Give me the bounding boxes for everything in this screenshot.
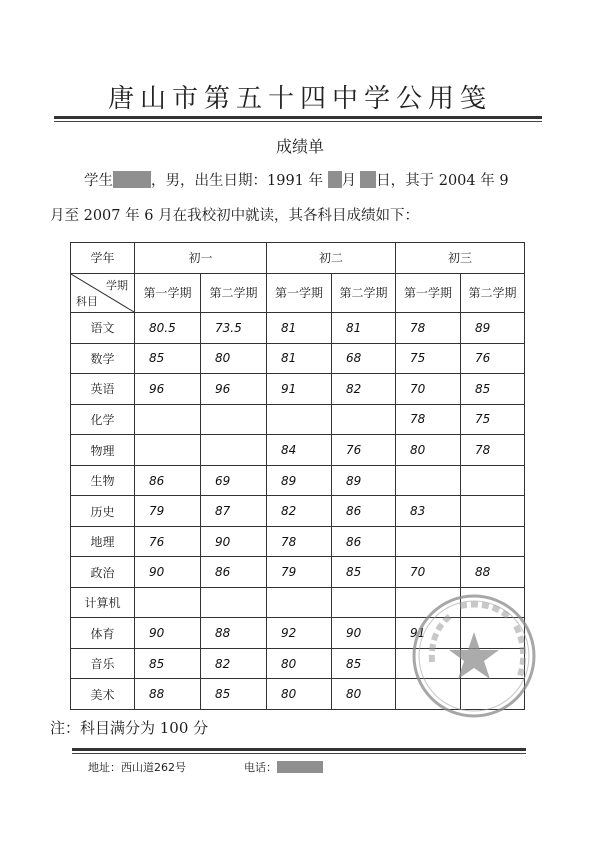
score-cell: 79 — [267, 557, 332, 588]
subject-label: 数学 — [71, 343, 135, 374]
subject-row — [71, 404, 525, 435]
score-cell: 85 — [135, 648, 201, 679]
score-cell — [396, 465, 461, 496]
redacted-month — [328, 171, 342, 188]
score-cell: 78 — [461, 435, 525, 466]
score-cell — [201, 435, 267, 466]
score-cell: 89 — [332, 465, 396, 496]
score-cell: 76 — [461, 343, 525, 374]
term-header: 第二学期 — [461, 273, 525, 313]
score-cell: 80 — [267, 679, 332, 710]
score-cell — [461, 496, 525, 527]
footer-rule-thin — [72, 753, 526, 754]
corner-subject-label: 科目 — [76, 294, 98, 308]
score-cell: 81 — [332, 313, 396, 344]
subject-row — [71, 557, 525, 588]
score-cell: 85 — [201, 679, 267, 710]
corner-year-label: 学年 — [71, 243, 135, 274]
subject-row — [71, 496, 525, 527]
score-cell — [135, 404, 201, 435]
score-cell: 85 — [332, 648, 396, 679]
subject-label: 政治 — [71, 557, 135, 588]
year-header-2: 初二 — [267, 243, 396, 274]
score-cell: 86 — [332, 526, 396, 557]
score-cell: 81 — [267, 313, 332, 344]
subject-row — [71, 465, 525, 496]
score-cell — [135, 435, 201, 466]
intro-text-3: 月 — [341, 173, 357, 189]
score-cell — [201, 404, 267, 435]
intro-text-4: 日，其于 2004 年 9 — [376, 173, 509, 189]
intro-paragraph — [84, 166, 544, 197]
score-cell: 96 — [135, 374, 201, 405]
score-cell: 78 — [267, 526, 332, 557]
score-cell: 90 — [135, 557, 201, 588]
score-cell: 79 — [135, 496, 201, 527]
score-cell — [135, 587, 201, 618]
score-cell: 81 — [267, 343, 332, 374]
score-cell — [332, 587, 396, 618]
score-cell: 80.5 — [135, 313, 201, 344]
corner-term-label: 学期 — [106, 278, 128, 292]
score-cell: 87 — [201, 496, 267, 527]
score-cell: 75 — [396, 343, 461, 374]
subject-label: 语文 — [71, 313, 135, 344]
score-cell — [267, 587, 332, 618]
score-cell: 85 — [332, 557, 396, 588]
score-cell: 86 — [135, 465, 201, 496]
subject-label: 计算机 — [71, 587, 135, 618]
score-cell: 89 — [267, 465, 332, 496]
score-cell: 75 — [461, 404, 525, 435]
score-cell: 88 — [201, 618, 267, 649]
subject-label: 音乐 — [71, 648, 135, 679]
subject-label: 英语 — [71, 374, 135, 405]
footer-rule-thick — [72, 748, 526, 751]
score-cell: 82 — [332, 374, 396, 405]
subject-label: 地理 — [71, 526, 135, 557]
subject-label: 历史 — [71, 496, 135, 527]
subject-label: 体育 — [71, 618, 135, 649]
subject-label: 美术 — [71, 679, 135, 710]
score-cell: 80 — [332, 679, 396, 710]
score-cell: 86 — [332, 496, 396, 527]
score-cell: 69 — [201, 465, 267, 496]
redacted-day — [360, 171, 376, 188]
score-cell: 80 — [267, 648, 332, 679]
year-header-row — [71, 243, 525, 274]
subject-row — [71, 313, 525, 344]
footer-phone — [244, 759, 323, 775]
letterhead-title: 唐山市第五十四中学公用笺 — [107, 84, 492, 114]
score-cell: 90 — [201, 526, 267, 557]
score-cell: 85 — [461, 374, 525, 405]
footer-phone-label: 电话： — [244, 761, 277, 774]
score-cell: 80 — [396, 435, 461, 466]
score-cell: 88 — [461, 557, 525, 588]
score-cell: 68 — [332, 343, 396, 374]
score-cell: 89 — [461, 313, 525, 344]
score-cell: 83 — [396, 496, 461, 527]
score-cell: 96 — [201, 374, 267, 405]
term-header: 第二学期 — [332, 273, 396, 313]
score-cell: 78 — [396, 313, 461, 344]
score-cell: 70 — [396, 374, 461, 405]
intro-text-2: ，男，出生日期：1991 年 — [151, 173, 324, 189]
score-cell: 80 — [201, 343, 267, 374]
score-cell: 86 — [201, 557, 267, 588]
intro-text-1: 学生 — [84, 173, 113, 189]
intro-line-2: 月至 2007 年 6 月在我校初中就读，其各科目成绩如下： — [50, 208, 420, 224]
term-header: 第二学期 — [201, 273, 267, 313]
term-header: 第一学期 — [396, 273, 461, 313]
score-cell: 91 — [267, 374, 332, 405]
score-cell — [396, 526, 461, 557]
subject-row — [71, 435, 525, 466]
score-cell: 82 — [267, 496, 332, 527]
score-cell: 92 — [267, 618, 332, 649]
subject-label: 化学 — [71, 404, 135, 435]
score-cell: 70 — [396, 557, 461, 588]
score-cell: 88 — [135, 679, 201, 710]
redacted-phone — [277, 761, 323, 773]
header-rule-thin — [54, 121, 542, 122]
term-header: 第一学期 — [135, 273, 201, 313]
score-cell: 76 — [135, 526, 201, 557]
subject-label: 物理 — [71, 435, 135, 466]
score-cell — [461, 465, 525, 496]
score-cell — [267, 404, 332, 435]
subject-row — [71, 374, 525, 405]
score-cell: 90 — [332, 618, 396, 649]
subject-row — [71, 526, 525, 557]
redacted-name — [113, 171, 151, 188]
school-seal-stamp — [410, 592, 538, 720]
score-cell — [201, 587, 267, 618]
year-header-1: 初一 — [135, 243, 267, 274]
score-cell: 90 — [135, 618, 201, 649]
score-cell — [332, 404, 396, 435]
score-cell: 76 — [332, 435, 396, 466]
score-cell: 78 — [396, 404, 461, 435]
score-cell: 85 — [135, 343, 201, 374]
footer-address: 地址：西山道262号 — [88, 761, 186, 774]
document-title: 成绩单 — [275, 137, 324, 156]
corner-diagonal-cell — [71, 273, 135, 313]
score-cell: 73.5 — [201, 313, 267, 344]
score-cell: 91 — [396, 618, 461, 649]
header-rule-thick — [54, 116, 542, 119]
term-header-row — [71, 273, 525, 313]
year-header-3: 初三 — [396, 243, 525, 274]
footnote: 注：科目满分为 100 分 — [50, 719, 209, 737]
score-cell — [461, 526, 525, 557]
score-cell: 82 — [201, 648, 267, 679]
term-header: 第一学期 — [267, 273, 332, 313]
score-cell: 84 — [267, 435, 332, 466]
subject-label: 生物 — [71, 465, 135, 496]
subject-row — [71, 343, 525, 374]
